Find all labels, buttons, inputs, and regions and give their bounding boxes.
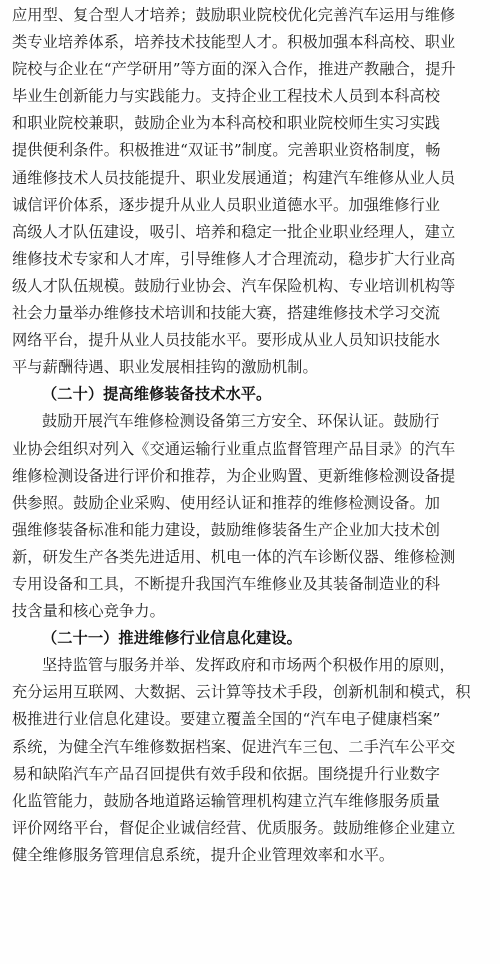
- text-line: 毕业生创新能力与实践能力。支持企业工程技术人员到本科高校: [12, 87, 441, 106]
- text-line: 技含量和核心竞争力。: [12, 602, 165, 621]
- text-line: 诚信评价体系，逐步提升从业人员职业道德水平。加强维修行业: [12, 195, 441, 214]
- text-line: 系统，为健全汽车维修数据档案、促进汽车三包、二手汽车公平交: [12, 737, 456, 756]
- text-line: 平与薪酬待遇、职业发展相挂钩的激励机制。: [12, 358, 318, 377]
- paragraph-equipment: [12, 408, 488, 625]
- text-line: 极推进行业信息化建设。要建立覆盖全国的“汽车电子健康档案”: [12, 710, 441, 729]
- text-line: 社会力量举办维修技术培训和技能大赛，搭建维修技术学习交流: [12, 304, 441, 323]
- text-line: 评价网络平台，督促企业诚信经营、优质服务。鼓励维修企业建立: [12, 818, 456, 837]
- text-line: 坚持监管与服务并举、发挥政府和市场两个积极作用的原则，: [42, 656, 455, 675]
- paragraph-talent-training: [12, 2, 488, 381]
- text-line: 高级人才队伍建设，吸引、培养和稳定一批企业职业经理人，建立: [12, 222, 456, 241]
- text-line: 业协会组织对列入《交通运输行业重点监督管理产品目录》的汽车: [12, 439, 456, 458]
- text-line: 鼓励开展汽车维修检测设备第三方安全、环保认证。鼓励行: [42, 412, 440, 431]
- text-line: 供参照。鼓励企业采购、使用经认证和推荐的维修检测设备。加: [12, 493, 441, 512]
- text-line: 化监管能力，鼓励各地道路运输管理机构建立汽车维修服务质量: [12, 791, 441, 810]
- paragraph-informatization: [12, 652, 488, 869]
- text-line: 级人才队伍规模。鼓励行业协会、汽车保险机构、专业培训机构等: [12, 276, 456, 295]
- text-line: 充分运用互联网、大数据、云计算等技术手段，创新机制和模式，积: [12, 683, 471, 702]
- text-line: 类专业培养体系，培养技术技能型人才。积极加强本科高校、职业: [12, 33, 456, 52]
- text-line: 院校与企业在“产学研用”等方面的深入合作，推进产教融合，提升: [12, 60, 456, 79]
- text-line: 网络平台，提升从业人员技能水平。要形成从业人员知识技能水: [12, 331, 441, 350]
- text-line: 专用设备和工具，不断提升我国汽车维修业及其装备制造业的科: [12, 574, 441, 593]
- section-heading-21: （二十一）推进维修行业信息化建设。: [42, 629, 302, 648]
- text-line: 和职业院校兼职，鼓励企业为本科高校和职业院校师生实习实践: [12, 114, 441, 133]
- text-line: 维修技术专家和人才库，引导维修人才合理流动，稳步扩大行业高: [12, 249, 456, 268]
- text-line: 提供便利条件。积极推进“双证书”制度。完善职业资格制度，畅: [12, 141, 441, 160]
- text-line: 健全维修服务管理信息系统，提升企业管理效率和水平。: [12, 845, 395, 864]
- text-line: 通维修技术人员技能提升、职业发展通道；构建汽车维修从业人员: [12, 168, 456, 187]
- text-line: 维修检测设备进行评价和推荐，为企业购置、更新维修检测设备提: [12, 466, 456, 485]
- text-line: 新，研发生产各类先进适用、机电一体的汽车诊断仪器、维修检测: [12, 547, 456, 566]
- text-line: 应用型、复合型人才培养；鼓励职业院校优化完善汽车运用与维修: [12, 6, 456, 24]
- text-line: 易和缺陷汽车产品召回提供有效手段和依据。围绕提升行业数字: [12, 764, 441, 783]
- text-line: 强维修装备标准和能力建设，鼓励维修装备生产企业加大技术创: [12, 520, 441, 539]
- section-heading-20: （二十）提高维修装备技术水平。: [42, 385, 272, 404]
